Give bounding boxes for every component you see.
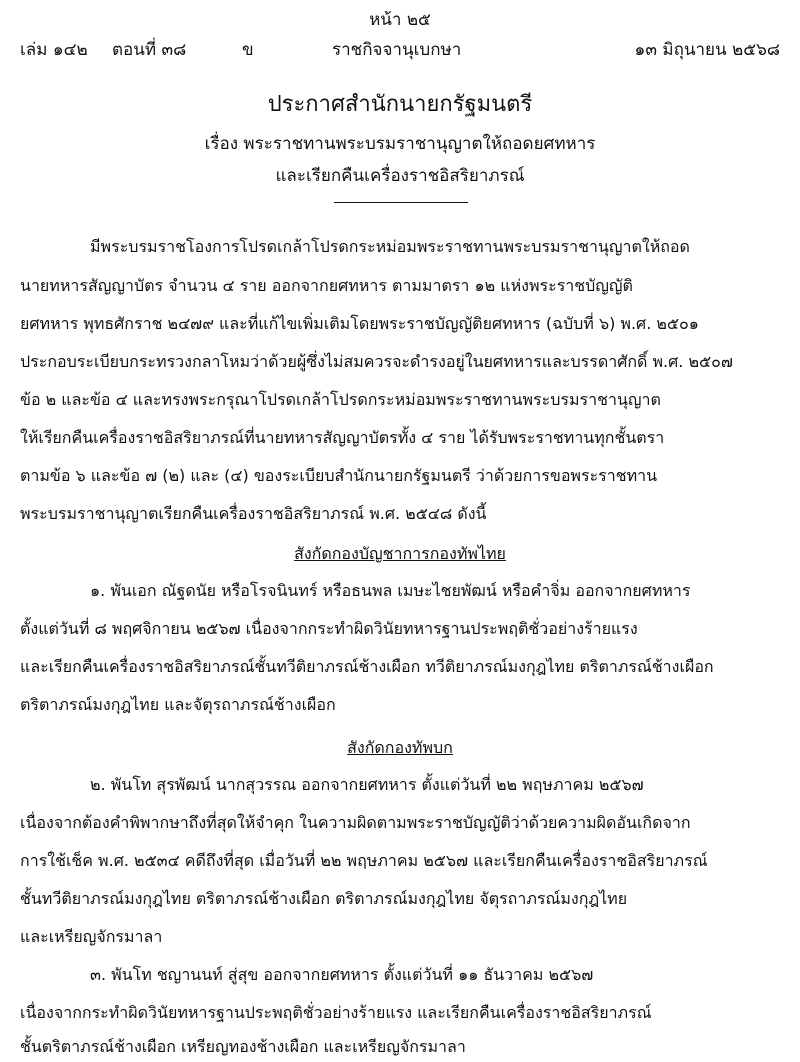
- item-line: เนื่องจากกระทำผิดวินัยทหารฐานประพฤติชั่วอย่างร้ายแรง และเรียกคืนเครื่องราชอิสริยาภรณ์: [20, 1003, 652, 1022]
- volume-number: เล่ม ๑๔๒: [20, 40, 88, 60]
- item-line: ตั้งแต่วันที่ ๘ พฤศจิกายน ๒๕๖๗ เนื่องจากกระทำผิดวินัยทหารฐานประพฤติชั่วอย่างร้ายแรง: [20, 619, 638, 638]
- item-line: ตริตาภรณ์มงกุฎไทย และจัตุรถาภรณ์ช้างเผือก: [20, 695, 336, 714]
- document-title: ประกาศสำนักนายกรัฐมนตรี: [267, 92, 533, 117]
- intro-line: ยศทหาร พุทธศักราช ๒๔๗๙ และที่แก้ไขเพิ่มเติมโดยพระราชบัญญัติยศทหาร (ฉบับที่ ๖) พ.ศ. ๒๕๐๑: [20, 314, 699, 333]
- item-line: ๒. พันโท สุรพัฒน์ นากสุวรรณ ออกจากยศทหาร ตั้งแต่วันที่ ๒๒ พฤษภาคม ๒๕๖๗: [90, 775, 644, 794]
- page-number: หน้า ๒๕: [369, 10, 431, 30]
- item-line: ๓. พันโท ชญานนท์ สู่สุข ออกจากยศทหาร ตั้งแต่วันที่ ๑๑ ธันวาคม ๒๕๖๗: [90, 965, 594, 984]
- intro-line: พระบรมราชานุญาตเรียกคืนเครื่องราชอิสริยาภรณ์ พ.ศ. ๒๕๔๘ ดังนี้: [20, 504, 487, 523]
- section-heading-army: สังกัดกองทัพบก: [347, 738, 453, 757]
- item-line: ๑. พันเอก ณัฐดนัย หรือโรจนินทร์ หรือธนพล เมษะไชยพัฒน์ หรือคำจิ่ม ออกจากยศทหาร: [90, 581, 691, 600]
- document-subject: เรื่อง พระราชทานพระบรมราชานุญาตให้ถอดยศทหาร: [204, 134, 596, 154]
- category-letter: ข: [242, 40, 254, 60]
- intro-line: นายทหารสัญญาบัตร จำนวน ๔ ราย ออกจากยศทหาร ตามมาตรา ๑๒ แห่งพระราชบัญญัติ: [20, 276, 633, 295]
- section-number: ตอนที่ ๓๘: [112, 40, 187, 60]
- gazette-header: [20, 36, 780, 62]
- publication-date: ๑๓ มิถุนายน ๒๕๖๘: [634, 40, 780, 60]
- publication-name: ราชกิจจานุเบกษา: [332, 40, 462, 60]
- item-line: ชั้นตริตาภรณ์ช้างเผือก เหรียญทองช้างเผือก และเหรียญจักรมาลา: [20, 1037, 466, 1056]
- item-line: และเรียกคืนเครื่องราชอิสริยาภรณ์ชั้นทวีติยาภรณ์ช้างเผือก ทวีติยาภรณ์มงกุฎไทย ตริตาภรณ์ช้างเผือก: [20, 657, 714, 676]
- intro-line: ข้อ ๒ และข้อ ๔ และทรงพระกรุณาโปรดเกล้าโปรดกระหม่อมพระราชทานพระบรมราชานุญาต: [20, 390, 661, 409]
- item-line: ชั้นทวีติยาภรณ์มงกุฎไทย ตริตาภรณ์ช้างเผือก ตริตาภรณ์มงกุฎไทย จัตุรถาภรณ์มงกุฎไทย: [20, 889, 628, 908]
- item-line: การใช้เช็ค พ.ศ. ๒๕๓๔ คดีถึงที่สุด เมื่อวันที่ ๒๒ พฤษภาคม ๒๕๖๗ และเรียกคืนเครื่องราชอิสริยาภรณ์: [20, 851, 708, 870]
- item-line: เนื่องจากต้องคำพิพากษาถึงที่สุดให้จำคุก ในความผิดตามพระราชบัญญัติว่าด้วยความผิดอันเกิดจาก: [20, 813, 691, 832]
- title-divider: [334, 202, 468, 203]
- section-heading-armed-forces-hq: สังกัดกองบัญชาการกองทัพไทย: [294, 544, 506, 563]
- document-subject-continued: และเรียกคืนเครื่องราชอิสริยาภรณ์: [275, 166, 525, 186]
- intro-line: มีพระบรมราชโองการโปรดเกล้าโปรดกระหม่อมพระราชทานพระบรมราชานุญาตให้ถอด: [90, 237, 690, 256]
- intro-line: ประกอบระเบียบกระทรวงกลาโหมว่าด้วยผู้ซึ่งไม่สมควรจะดำรงอยู่ในยศทหารและบรรดาศักดิ์ พ.ศ. ๒๕๐๗: [20, 352, 733, 371]
- intro-line: ตามข้อ ๖ และข้อ ๗ (๒) และ (๔) ของระเบียบสำนักนายกรัฐมนตรี ว่าด้วยการขอพระราชทาน: [20, 466, 658, 485]
- intro-line: ให้เรียกคืนเครื่องราชอิสริยาภรณ์ที่นายทหารสัญญาบัตรทั้ง ๔ ราย ได้รับพระราชทานทุกชั้นตรา: [20, 428, 665, 447]
- item-line: และเหรียญจักรมาลา: [20, 927, 163, 946]
